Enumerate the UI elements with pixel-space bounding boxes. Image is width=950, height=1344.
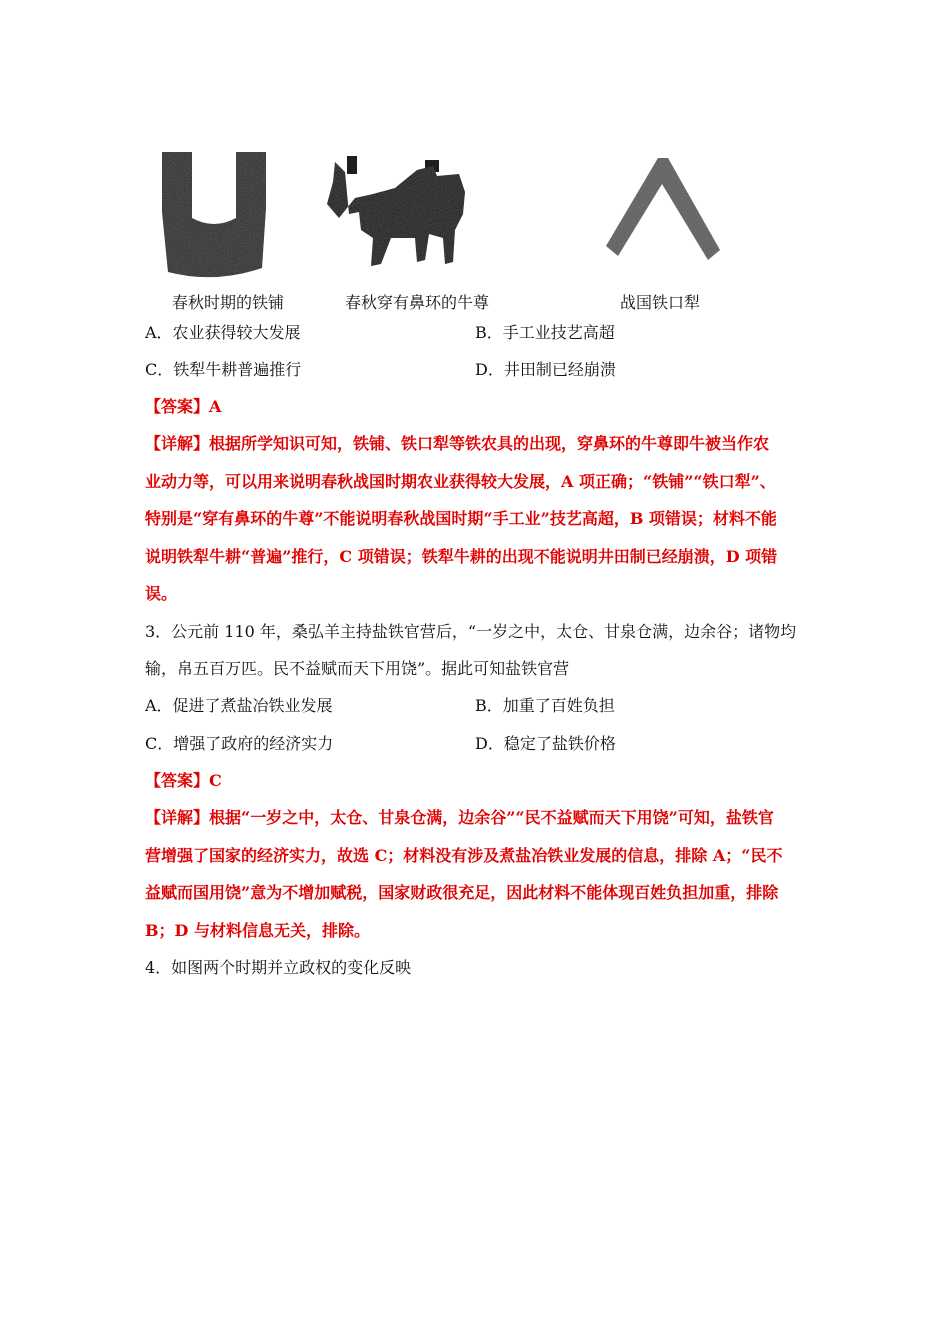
q3-answer: 【答案】C xyxy=(145,771,222,790)
plough-image xyxy=(600,154,725,269)
q3-explain-line: B；D 与材料信息无关，排除。 xyxy=(145,921,370,940)
q3-option-d: D．稳定了盐铁价格 xyxy=(475,734,616,753)
plough-figure xyxy=(600,154,725,269)
q3-stem-line: 3．公元前 110 年，桑弘羊主持盐铁官营后，“一岁之中，太仓、甘泉仓满，边余谷；诸物均 xyxy=(145,622,797,641)
q2-option-b: B．手工业技艺高超 xyxy=(475,323,615,342)
figure-caption: 春秋时期的铁铺 xyxy=(172,293,285,312)
figure-caption: 春秋穿有鼻环的牛尊 xyxy=(345,293,490,312)
q3-option-b: B．加重了百姓负担 xyxy=(475,696,615,715)
q3-explain-line: 【详解】根据“一岁之中，太仓、甘泉仓满，边余谷”“民不益赋而天下用饶”可知，盐铁官 xyxy=(145,808,774,827)
figure-caption: 战国铁口犁 xyxy=(620,293,701,312)
spade-image xyxy=(158,148,270,280)
figure-row xyxy=(150,140,750,310)
q2-explain-line: 说明铁犁牛耕“普遍”推行，C 项错误；铁犁牛耕的出现不能说明井田制已经崩溃，D 项错 xyxy=(145,547,778,566)
q2-option-a: A．农业获得较大发展 xyxy=(145,323,301,342)
q3-stem-line: 输，帛五百万匹。民不益赋而天下用饶”。据此可知盐铁官营 xyxy=(145,659,570,678)
q2-explain-line: 误。 xyxy=(145,584,178,603)
q2-explain-line: 特别是“穿有鼻环的牛尊”不能说明春秋战国时期“手工业”技艺高超，B 项错误；材料不能 xyxy=(145,509,777,528)
ox-zun-image xyxy=(325,142,475,287)
q2-option-d: D．井田制已经崩溃 xyxy=(475,360,616,379)
q3-explain-line: 营增强了国家的经济实力，故选 C；材料没有涉及煮盐冶铁业发展的信息，排除 A；“民不 xyxy=(145,846,783,865)
q3-option-c: C．增强了政府的经济实力 xyxy=(145,734,334,753)
q4-stem: 4．如图两个时期并立政权的变化反映 xyxy=(145,958,412,977)
spade-figure xyxy=(158,148,270,280)
q2-answer: 【答案】A xyxy=(145,397,222,416)
q3-option-a: A．促进了煮盐冶铁业发展 xyxy=(145,696,333,715)
q2-explain-line: 【详解】根据所学知识可知，铁铺、铁口犁等铁农具的出现，穿鼻环的牛尊即牛被当作农 xyxy=(145,434,770,453)
q2-explain-line: 业动力等，可以用来说明春秋战国时期农业获得较大发展，A 项正确；“铁铺”“铁口犁”、 xyxy=(145,472,776,491)
ox-zun-figure xyxy=(325,142,475,287)
q2-option-c: C．铁犁牛耕普遍推行 xyxy=(145,360,302,379)
q3-explain-line: 益赋而国用饶”意为不增加赋税，国家财政很充足，因此材料不能体现百姓负担加重，排除 xyxy=(145,883,779,902)
